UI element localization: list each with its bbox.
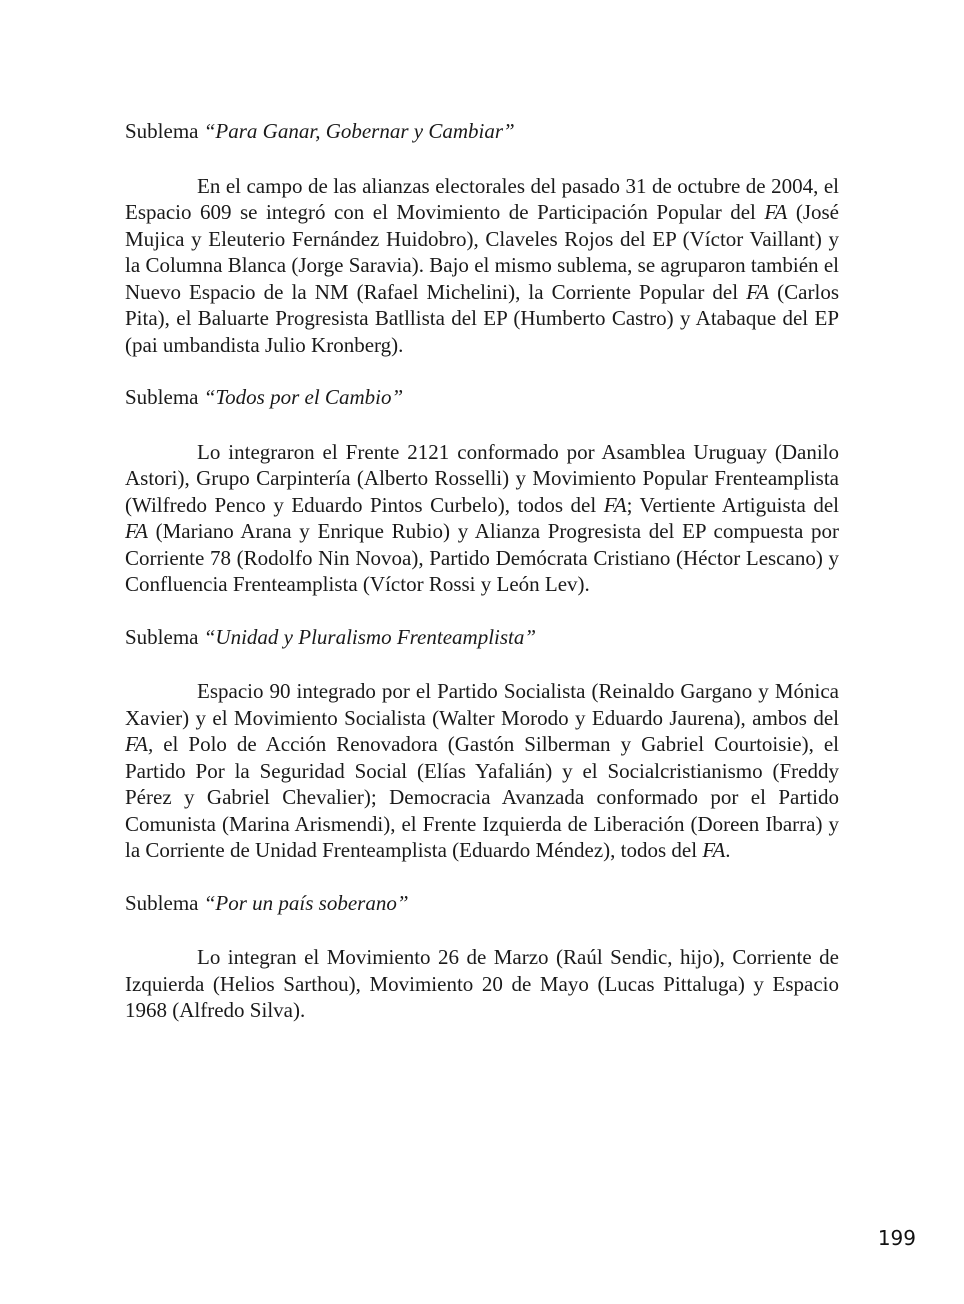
- italic-run: FA: [603, 492, 627, 517]
- sublema-title: “Todos por el Cambio”: [203, 385, 404, 409]
- text-run: ; Vertiente Artiguista del: [626, 492, 839, 517]
- page-number: 199: [877, 1226, 916, 1250]
- italic-run: FA: [125, 519, 148, 543]
- sublema-heading: [125, 890, 839, 917]
- sublema-prefix: Sublema: [125, 624, 204, 649]
- sublema-prefix: Sublema: [125, 890, 204, 915]
- text-run: (Carlos Pita), el Baluarte Progresista Batllista del EP (Humberto Castro) y Atabaque del EP (pai umbandista Julio Kronberg).: [125, 279, 839, 357]
- italic-run: FA: [746, 279, 770, 304]
- sublema-heading: [125, 384, 839, 411]
- text-run: Espacio 90 integrado por el Partido Socialista (Reinaldo Gargano y Mónica Xavier) y el Movimiento Socialista (Walter Morodo y Eduardo Jaurena), ambos del: [125, 679, 839, 730]
- italic-run: FA: [764, 200, 788, 224]
- sublema-title: “Para Ganar, Gobernar y Cambiar”: [203, 119, 515, 143]
- body-paragraph: [125, 944, 839, 1024]
- sublema-heading: [125, 118, 839, 145]
- body-paragraph: [125, 439, 839, 598]
- italic-run: FA: [702, 838, 726, 862]
- italic-run: FA,: [125, 732, 154, 756]
- sublema-heading: [125, 624, 839, 651]
- page-body: [125, 118, 839, 1024]
- body-paragraph: [125, 173, 839, 359]
- text-run: En el campo de las alianzas electorales del pasado 31 de octubre de 2004, el Espacio 609 se integró con el Movimiento de Participación Popular del: [125, 173, 839, 224]
- text-run: (José Mujica y Eleuterio Fernández Huidobro), Claveles Rojos del EP (Víctor Vaillant) y la Columna Blanca (Jorge Saravia). Bajo el mismo sublema, se agruparon también el Nuevo Espacio de la NM (Rafael Michelini), la Corriente Popular del: [125, 200, 839, 304]
- text-run: Lo integran el Movimiento 26 de Marzo (Raúl Sendic, hijo), Corriente de Izquierda (Helios Sarthou), Movimiento 20 de Mayo (Lucas Pittaluga) y Espacio 1968 (Alfredo Silva).: [125, 945, 839, 1022]
- body-paragraph: [125, 678, 839, 864]
- text-run: el Polo de Acción Renovadora (Gastón Silberman y Gabriel Courtoisie), el Partido Por la Seguridad Social (Elías Yafalián) y el Socialcristianismo (Freddy Pérez y Gabriel Chevalier); Democracia Avanzada conformado por el Partido Comunista (Marina Arismendi), el Frente Izquierda de Liberación (Doreen Ibarra) y la Corriente de Unidad Frenteamplista (Eduardo Méndez), todos del: [125, 732, 839, 862]
- sublema-title: “Unidad y Pluralismo Frenteamplista”: [203, 624, 537, 649]
- text-run: (Mariano Arana y Enrique Rubio) y Alianza Progresista del EP compuesta por Corriente 78 (Rodolfo Nin Novoa), Partido Demócrata Cristiano (Héctor Lescano) y Confluencia Frenteamplista (Víctor Rossi y León Lev).: [125, 519, 839, 596]
- sublema-prefix: Sublema: [125, 385, 204, 409]
- text-run: .: [725, 838, 731, 862]
- text-run: Lo integraron el Frente 2121 conformado por Asamblea Uruguay (Danilo Astori), Grupo Carpintería (Alberto Rosselli) y Movimiento Popular Frenteamplista (Wilfredo Penco y Eduardo Pintos Curbelo), todos del: [125, 439, 839, 517]
- sublema-title: “Por un país soberano”: [203, 890, 409, 915]
- sublema-prefix: Sublema: [125, 119, 204, 143]
